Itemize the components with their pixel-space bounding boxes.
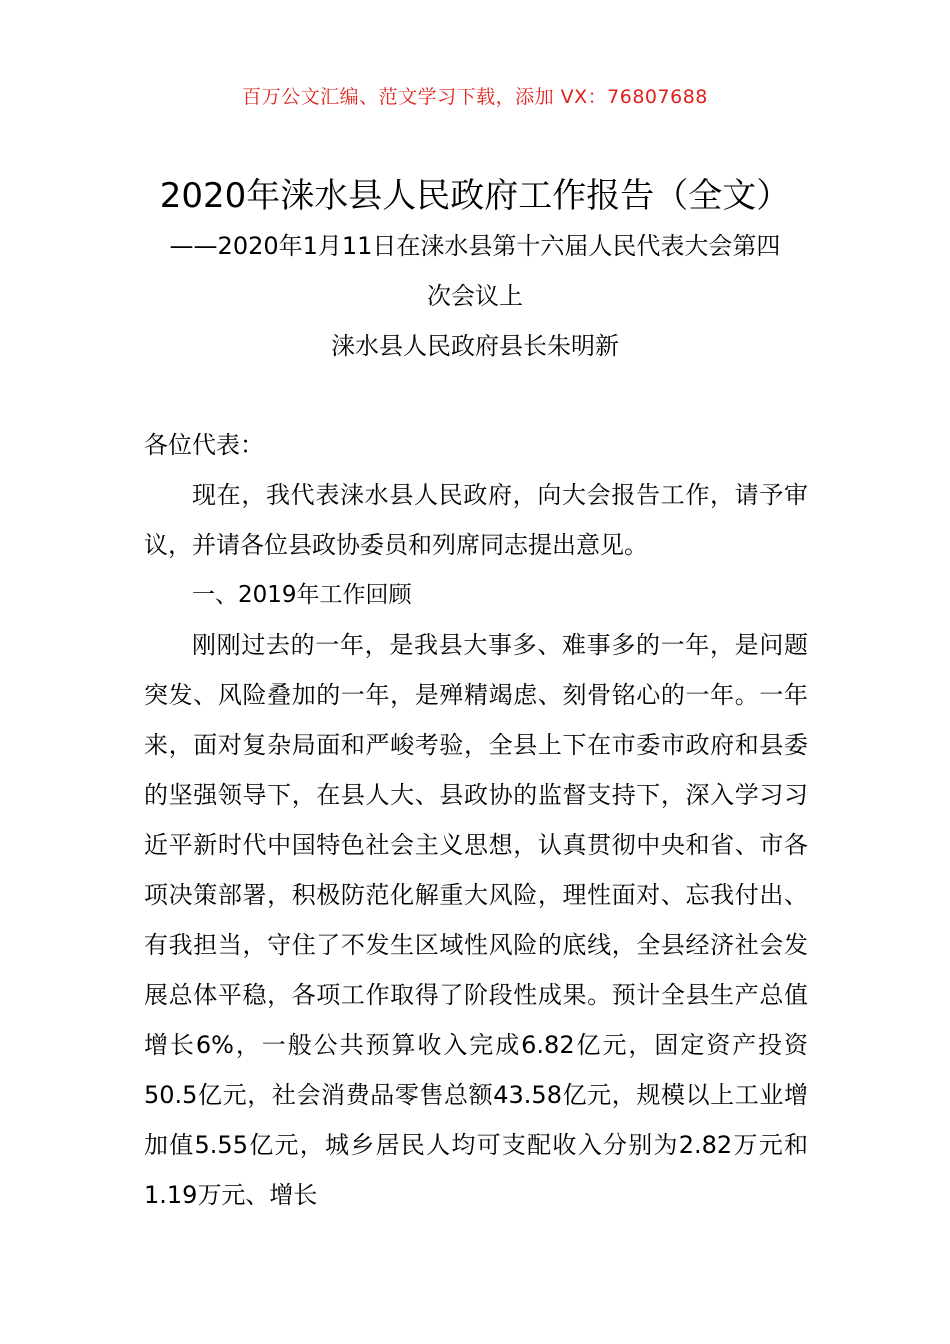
document-title: 2020年涞水县人民政府工作报告（全文） (159, 176, 791, 216)
salutation: 各位代表： (144, 431, 264, 459)
speaker-line: 涞水县人民政府县长朱明新 (331, 332, 619, 360)
paragraph-intro: 现在，我代表涞水县人民政府，向大会报告工作，请予审议，并请各位县政协委员和列席同志提出意见。 (144, 481, 808, 559)
download-note: 百万公文汇编、范文学习下载，添加 VX：76807688 (242, 86, 708, 108)
paragraph-review: 刚刚过去的一年，是我县大事多、难事多的一年，是问题突发、风险叠加的一年，是殚精竭虑、刻骨铭心的一年。一年来，面对复杂局面和严峻考验，全县上下在市委市政府和县委的坚强领导下，在县人大、县政协的监督支持下，深入学习习近平新时代中国特色社会主义思想，认真贯彻中央和省、市各项决策部署，积极防范化解重大风险，理性面对、忘我付出、有我担当，守住了不发生区域性风险的底线，全县经济社会发展总体平稳，各项工作取得了阶段性成果。预计全县生产总值增长6%，一般公共预算收入完成6.82亿元，固定资产投资50.5亿元，社会消费品零售总额43.58亿元，规模以上工业增加值5.55亿元，城乡居民人均可支配收入分别为2.82万元和1.19万元、增长 (144, 631, 808, 1209)
subtitle-line-2: 次会议上 (427, 282, 523, 310)
section-heading: 一、2019年工作回顾 (192, 582, 412, 608)
subtitle-line-1: ——2020年1月11日在涞水县第十六届人民代表大会第四 (169, 232, 781, 260)
report-body (144, 470, 808, 1220)
